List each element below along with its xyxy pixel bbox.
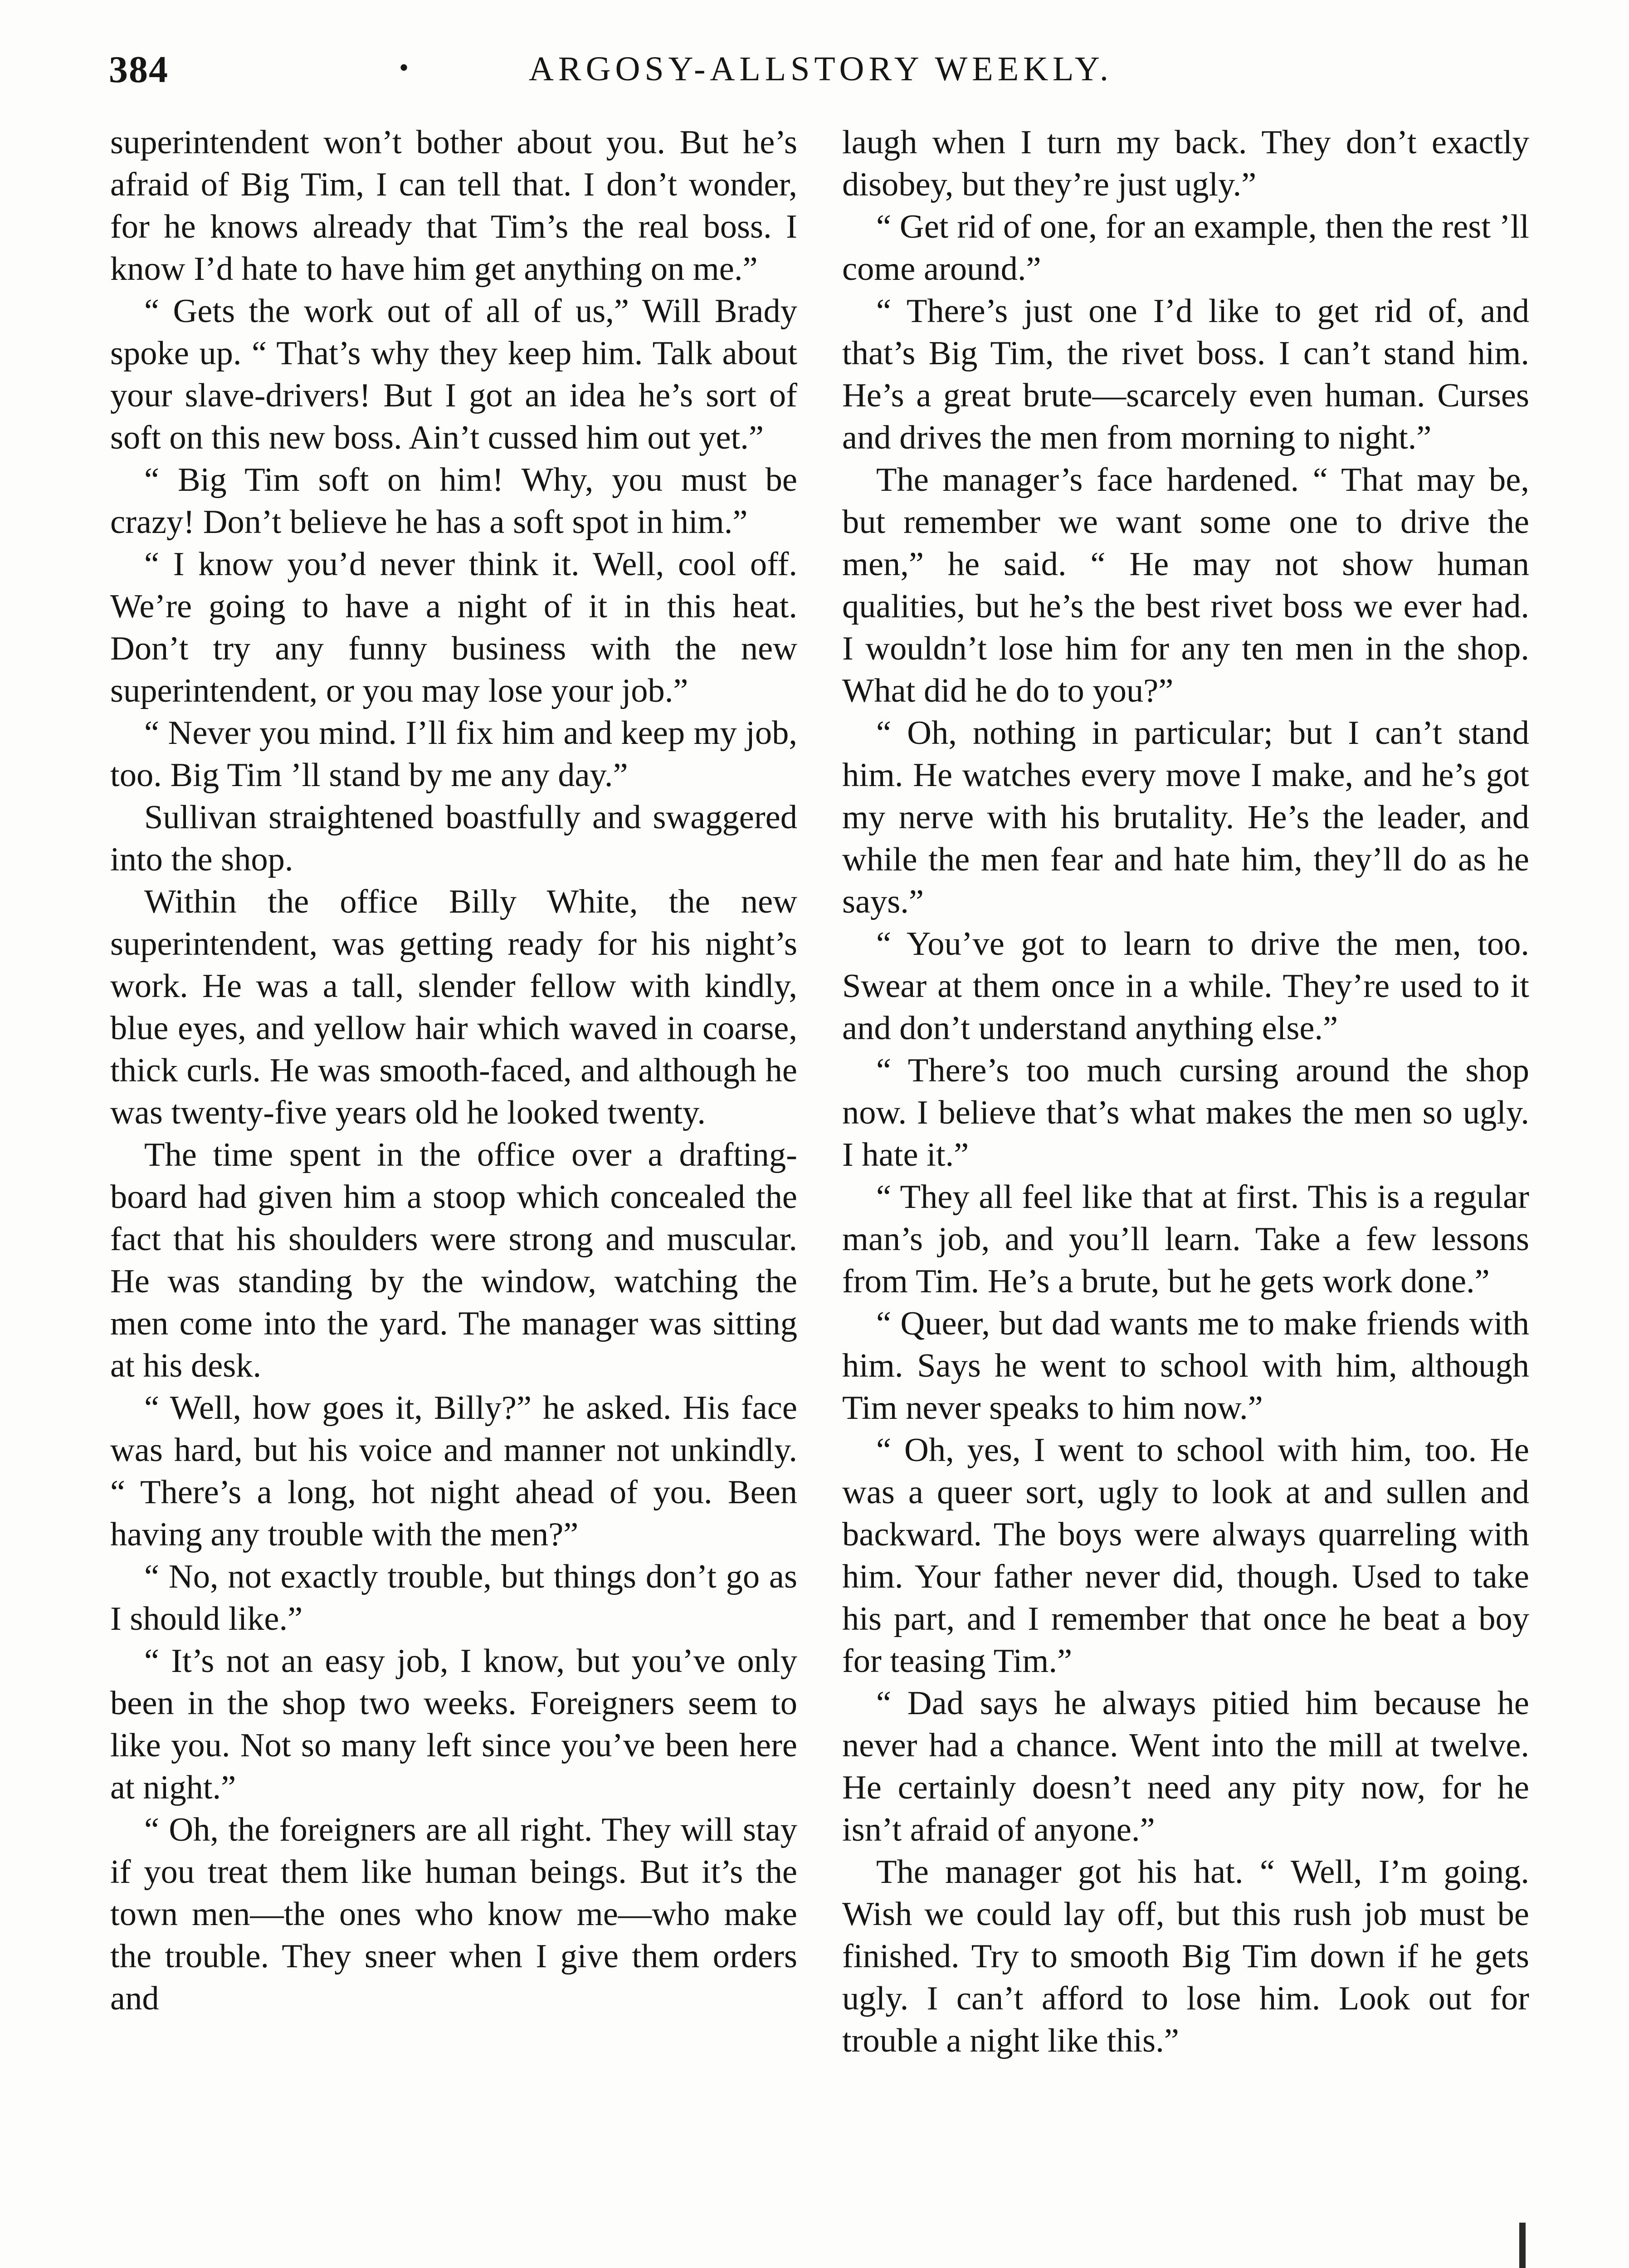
page-header [109, 48, 1533, 98]
paragraph: “ I know you’d never think it. Well, cool off. We’re going to have a night of it in this heat. Don’t try any funny business with the new superintendent, or you may lose your job.” [110, 546, 797, 709]
paragraph: “ Dad says he always pitied him because he never had a chance. Went into the mill at twelve. He certainly doesn’t need any pity now, for he isn’t afraid of anyone.” [842, 1685, 1529, 1848]
paragraph: The time spent in the office over a drafting-board had given him a stoop which concealed the fact that his shoulders were strong and muscular. He was standing by the window, watching the men come into the yard. The manager was sitting at his desk. [110, 1136, 797, 1384]
paragraph: superintendent won’t bother about you. But he’s afraid of Big Tim, I can tell that. I don’t wonder, for he knows already that Tim’s the real boss. I know I’d hate to have him get anything on me.” [110, 124, 797, 288]
paragraph: “ No, not exactly trouble, but things don’t go as I should like.” [110, 1558, 797, 1637]
paragraph: “ It’s not an easy job, I know, but you’ve only been in the shop two weeks. Foreigners seem to like you. Not so many left since you’ve been here at night.” [110, 1642, 797, 1806]
paragraph: The manager’s face hardened. “ That may be, but remember we want some one to drive the men,” he said. “ He may not show human qualities, but he’s the best rivet boss we ever had. I wouldn’t lose him for any ten men in the shop. What did he do to you?” [842, 461, 1529, 709]
paragraph: “ Queer, but dad wants me to make friends with him. Says he went to school with him, although Tim never speaks to him now.” [842, 1305, 1529, 1427]
paragraph: “ There’s just one I’d like to get rid of, and that’s Big Tim, the rivet boss. I can’t stand him. He’s a great brute—scarcely even human. Curses and drives the men from morning to night.” [842, 293, 1529, 456]
paragraph: “ Never you mind. I’ll fix him and keep my job, too. Big Tim ’ll stand by me any day.” [110, 714, 797, 794]
paragraph: “ Gets the work out of all of us,” Will Brady spoke up. “ That’s why they keep him. Talk about your slave-drivers! But I got an idea he’s sort of soft on this new boss. Ain’t cussed him out yet.” [110, 293, 797, 456]
paragraph: “ Big Tim soft on him! Why, you must be crazy! Don’t believe he has a soft spot in him.” [110, 461, 797, 541]
paragraph: Within the office Billy White, the new superintendent, was getting ready for his night’s work. He was a tall, slender fellow with kindly, blue eyes, and yellow hair which waved in coarse, thick curls. He was smooth-faced, and although he was twenty-five years old he looked twenty. [110, 883, 797, 1131]
paragraph: “ Well, how goes it, Billy?” he asked. His face was hard, but his voice and manner not unkindly. “ There’s a long, hot night ahead of you. Been having any trouble with the men?” [110, 1389, 797, 1553]
paragraph: “ You’ve got to learn to drive the men, too. Swear at them once in a while. They’re used to it and don’t understand anything else.” [842, 925, 1529, 1047]
paragraph: The manager got his hat. “ Well, I’m going. Wish we could lay off, but this rush job must be finished. Try to smooth Big Tim down if he gets ugly. I can’t afford to lose him. Look out for trouble a night like this.” [842, 1853, 1529, 2059]
paragraph: “ There’s too much cursing around the shop now. I believe that’s what makes the men so ugly. I hate it.” [842, 1052, 1529, 1173]
running-title: ARGOSY-ALLSTORY WEEKLY. [529, 50, 1113, 88]
left-column [110, 122, 797, 2020]
paragraph: “ Get rid of one, for an example, then the rest ’ll come around.” [842, 208, 1529, 288]
page-number: 384 [109, 49, 169, 91]
paragraph: Sullivan straightened boastfully and swaggered into the shop. [110, 799, 797, 878]
paragraph: “ Oh, the foreigners are all right. They will stay if you treat them like human beings. But it’s the town men—the ones who know me—who make the trouble. They sneer when I give them orders and [110, 1811, 797, 2017]
paragraph: laugh when I turn my back. They don’t exactly disobey, but they’re just ugly.” [842, 124, 1529, 203]
paragraph: “ Oh, nothing in particular; but I can’t stand him. He watches every move I make, and he’s got my nerve with his brutality. He’s the leader, and while the men fear and hate him, they’ll do as he says.” [842, 714, 1529, 920]
paragraph: “ Oh, yes, I went to school with him, too. He was a queer sort, ugly to look at and sullen and backward. The boys were always quarreling with him. Your father never did, though. Used to take his part, and I remember that once he beat a boy for teasing Tim.” [842, 1432, 1529, 1680]
right-column [842, 122, 1529, 2062]
header-separator: • [399, 53, 409, 83]
paragraph: “ They all feel like that at first. This is a regular man’s job, and you’ll learn. Take a few lessons from Tim. He’s a brute, but he gets work done.” [842, 1178, 1529, 1300]
binding-edge-bar [1519, 2223, 1526, 2268]
